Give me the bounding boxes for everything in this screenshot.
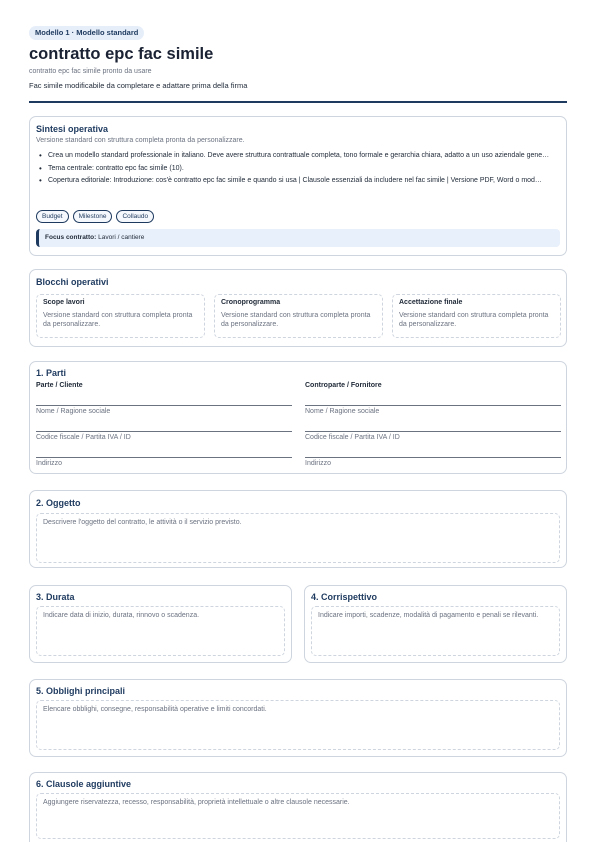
block-scope-lavori: [36, 294, 205, 338]
durata-textarea[interactable]: Indicare data di inizio, durata, rinnovo o scadenza.: [36, 606, 285, 656]
template-badge: Modello 1 · Modello standard: [29, 26, 144, 40]
oggetto-textarea[interactable]: Descrivere l'oggetto del contratto, le attività o il servizio previsto.: [36, 513, 560, 563]
sintesi-title: Sintesi operativa: [36, 124, 109, 134]
list-item: • Copertura editoriale: Introduzione: cos'è contratto epc fac simile e quando si usa | Clausole essenziali da includere nel fac simile | Versione PDF, Word o mod…: [36, 176, 558, 186]
signature-line[interactable]: [36, 405, 292, 406]
focus-callout: [36, 229, 560, 247]
header-divider: [29, 101, 567, 103]
clausole-textarea[interactable]: Aggiungere riservatezza, recesso, responsabilità, proprietà intellettuale o altre clausole necessarie.: [36, 793, 560, 839]
block-title: Scope lavori: [43, 299, 85, 306]
list-item: • Tema centrale: contratto epc fac simile (10).: [36, 164, 558, 174]
sintesi-subtitle: Versione standard con struttura completa pronta da personalizzare.: [36, 137, 245, 144]
durata-title: 3. Durata: [36, 592, 75, 602]
blocchi-card: [29, 269, 567, 347]
corrispettivo-textarea[interactable]: Indicare importi, scadenze, modalità di pagamento e penali se rilevanti.: [311, 606, 560, 656]
list-item: • Crea un modello standard professionale in italiano. Deve avere struttura contrattuale completa, tono formale e gerarchia chiara, adatto a un uso aziendale gene…: [36, 151, 558, 161]
field-label: Codice fiscale / Partita IVA / ID: [36, 434, 131, 441]
tag-collaudo[interactable]: Collaudo: [116, 210, 154, 223]
obblighi-title: 5. Obblighi principali: [36, 686, 126, 696]
page-description: Fac simile modificabile da completare e adattare prima della firma: [29, 81, 248, 90]
signature-line[interactable]: [36, 457, 292, 458]
party-left-heading: Parte / Cliente: [36, 382, 83, 389]
oggetto-title: 2. Oggetto: [36, 498, 81, 508]
clausole-title: 6. Clausole aggiuntive: [36, 779, 132, 789]
corrispettivo-title: 4. Corrispettivo: [311, 592, 378, 602]
block-text: Versione standard con struttura completa pronta da personalizzare.: [43, 312, 193, 328]
party-right-heading: Controparte / Fornitore: [305, 382, 382, 389]
durata-card: [29, 585, 292, 663]
obblighi-card: [29, 679, 567, 757]
oggetto-card: [29, 490, 567, 568]
signature-line[interactable]: [305, 431, 561, 432]
signature-line[interactable]: [36, 431, 292, 432]
block-text: Versione standard con struttura completa pronta da personalizzare.: [399, 312, 549, 328]
field-label: Nome / Ragione sociale: [36, 408, 111, 415]
signature-line[interactable]: [305, 457, 561, 458]
field-label: Codice fiscale / Partita IVA / ID: [305, 434, 400, 441]
field-label: Indirizzo: [305, 460, 332, 467]
parti-card: [29, 361, 567, 474]
clausole-card: [29, 772, 567, 842]
focus-value: Lavori / cantiere: [98, 234, 145, 241]
field-label: Indirizzo: [36, 460, 63, 467]
focus-label: Focus contratto:: [45, 234, 97, 241]
page-title: contratto epc fac simile: [29, 45, 214, 63]
page-subtitle: contratto epc fac simile pronto da usare: [29, 68, 152, 75]
block-text: Versione standard con struttura completa pronta da personalizzare.: [221, 312, 371, 328]
block-accettazione-finale: [392, 294, 561, 338]
field-label: Nome / Ragione sociale: [305, 408, 380, 415]
sintesi-bullets: [36, 151, 558, 189]
block-title: Accettazione finale: [399, 299, 463, 306]
sintesi-card: [29, 116, 567, 256]
corrispettivo-card: [304, 585, 567, 663]
blocchi-title: Blocchi operativi: [36, 277, 109, 287]
tag-milestone[interactable]: Milestone: [73, 210, 113, 223]
signature-line[interactable]: [305, 405, 561, 406]
obblighi-textarea[interactable]: Elencare obblighi, consegne, responsabilità operative e limiti concordati.: [36, 700, 560, 750]
tag-budget[interactable]: Budget: [36, 210, 69, 223]
block-cronoprogramma: [214, 294, 383, 338]
tag-list: [36, 210, 154, 223]
parti-title: 1. Parti: [36, 368, 67, 378]
block-title: Cronoprogramma: [221, 299, 281, 306]
